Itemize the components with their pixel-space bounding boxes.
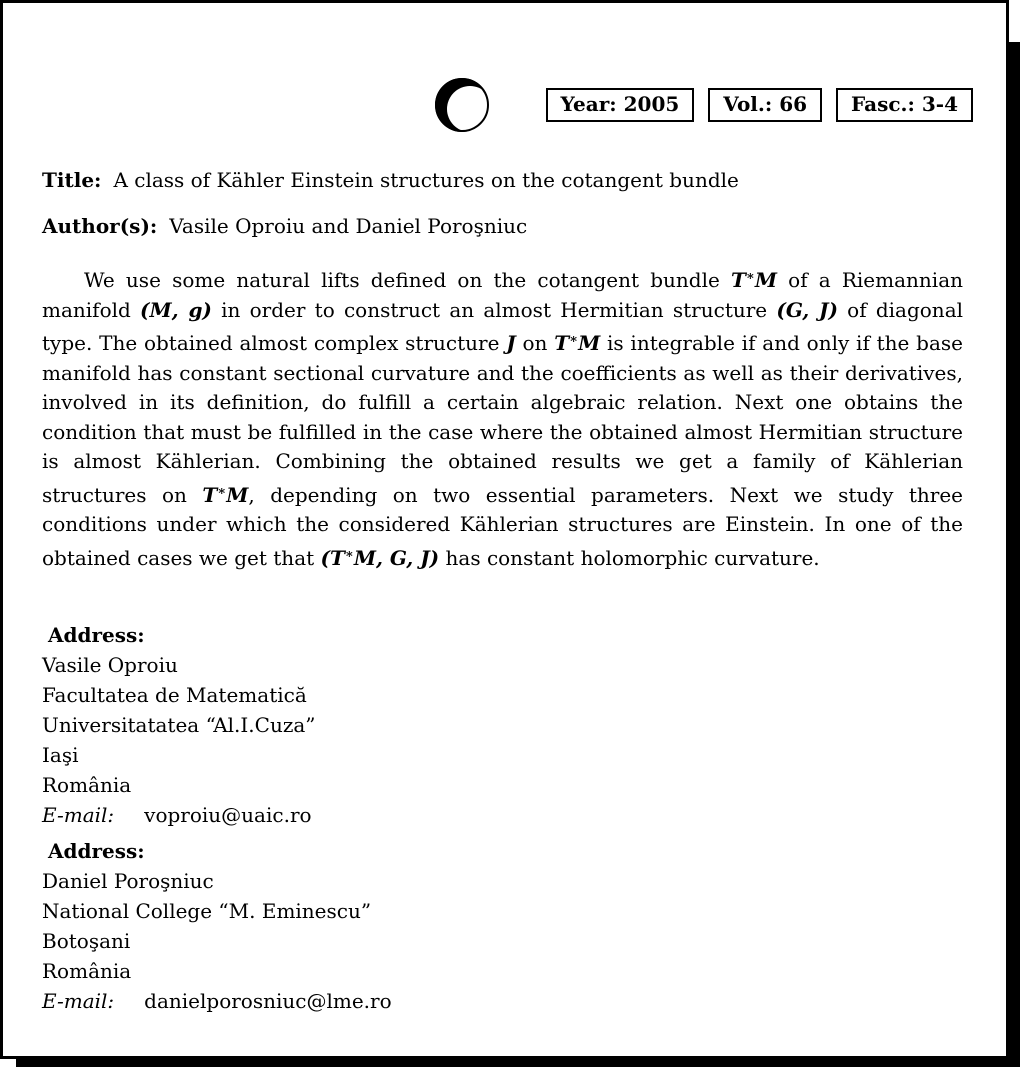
email-label: E-mail: bbox=[42, 803, 115, 827]
abstract-segment: J bbox=[506, 331, 516, 355]
address-block bbox=[42, 620, 392, 830]
address-line: Vasile Oproiu bbox=[42, 653, 178, 677]
abstract-segment: (T bbox=[320, 545, 345, 570]
fascicle-badge: Fasc.: 3-4 bbox=[836, 88, 973, 122]
abstract-segment: T bbox=[202, 482, 218, 507]
abstract-segment: T bbox=[554, 331, 570, 355]
email-label: E-mail: bbox=[42, 989, 115, 1013]
abstract-segment: has constant holomorphic curvature. bbox=[439, 545, 820, 570]
title-label: Title: bbox=[42, 168, 102, 192]
address-line: Universitatatea “Al.I.Cuza” bbox=[42, 713, 316, 737]
address-line: România bbox=[42, 959, 132, 983]
address-label: Address: bbox=[48, 623, 145, 647]
abstract-segment: of a Riemannian manifold bbox=[42, 268, 963, 322]
address-line: Botoşani bbox=[42, 929, 131, 953]
volume-badge: Vol.: 66 bbox=[708, 88, 822, 122]
title-line bbox=[42, 168, 978, 192]
crescent-moon-logo-icon bbox=[434, 76, 492, 134]
year-badge: Year: 2005 bbox=[546, 88, 695, 122]
address-line: România bbox=[42, 773, 132, 797]
address-line: National College “M. Eminescu” bbox=[42, 899, 372, 923]
abstract-segment: ∗ bbox=[569, 332, 579, 347]
abstract-segment: T bbox=[730, 268, 746, 292]
abstract-segment: on bbox=[515, 331, 555, 355]
abstract-segment: (M, g) bbox=[140, 297, 212, 322]
author-line bbox=[42, 214, 978, 238]
page-header bbox=[0, 76, 973, 134]
email-value: danielporosniuc@lme.ro bbox=[144, 989, 392, 1013]
abstract-segment: We use some natural lifts defined on the cotangent bundle bbox=[84, 268, 731, 292]
address-label: Address: bbox=[48, 839, 145, 863]
abstract-segment: , depending on two essential parameters. Next we study three conditions under which the considered Kählerian structures are Einstein. In one of the obtained cases we get that bbox=[42, 482, 963, 570]
page-shadow-bottom bbox=[16, 1056, 1020, 1067]
abstract-segment: M, G, J) bbox=[353, 545, 440, 570]
abstract-segment: ∗ bbox=[217, 483, 227, 499]
email-value: voproiu@uaic.ro bbox=[144, 803, 312, 827]
abstract-segment: M bbox=[578, 331, 601, 355]
authors-text: Vasile Oproiu and Daniel Poroşniuc bbox=[169, 214, 528, 238]
abstract-segment: in order to construct an almost Hermitian structure bbox=[211, 297, 777, 322]
email-line bbox=[42, 986, 392, 1016]
page-shadow-right bbox=[1007, 42, 1020, 1067]
abstract-segment: (G, J) bbox=[776, 297, 838, 322]
address-block bbox=[42, 836, 392, 1016]
abstract-segment: ∗ bbox=[745, 269, 755, 284]
abstract-segment: M bbox=[226, 482, 249, 507]
authors-label: Author(s): bbox=[42, 214, 158, 238]
abstract-segment: ∗ bbox=[344, 546, 354, 562]
abstract-segment: is integrable if and only if the base manifold has constant sectional curvature and the coefficients as well as their derivatives, involved in its definition, do fulfill a certain algebraic relation. Next one obtains the condition that must be fulfilled in the case where the obtained almost Hermitian structure is almost Kählerian. Combining the obtained results we get a family of Kählerian structures on bbox=[42, 331, 963, 507]
abstract-paragraph bbox=[42, 262, 963, 573]
abstract-segment: of diagonal type. The obtained almost complex structure bbox=[42, 297, 964, 355]
address-line: Daniel Poroşniuc bbox=[42, 869, 214, 893]
addresses-section bbox=[42, 620, 392, 1016]
abstract-segment: M bbox=[754, 268, 777, 292]
title-text: A class of Kähler Einstein structures on the cotangent bundle bbox=[113, 168, 739, 192]
address-line: Iaşi bbox=[42, 743, 79, 767]
email-line bbox=[42, 800, 392, 830]
address-line: Facultatea de Matematică bbox=[42, 683, 307, 707]
